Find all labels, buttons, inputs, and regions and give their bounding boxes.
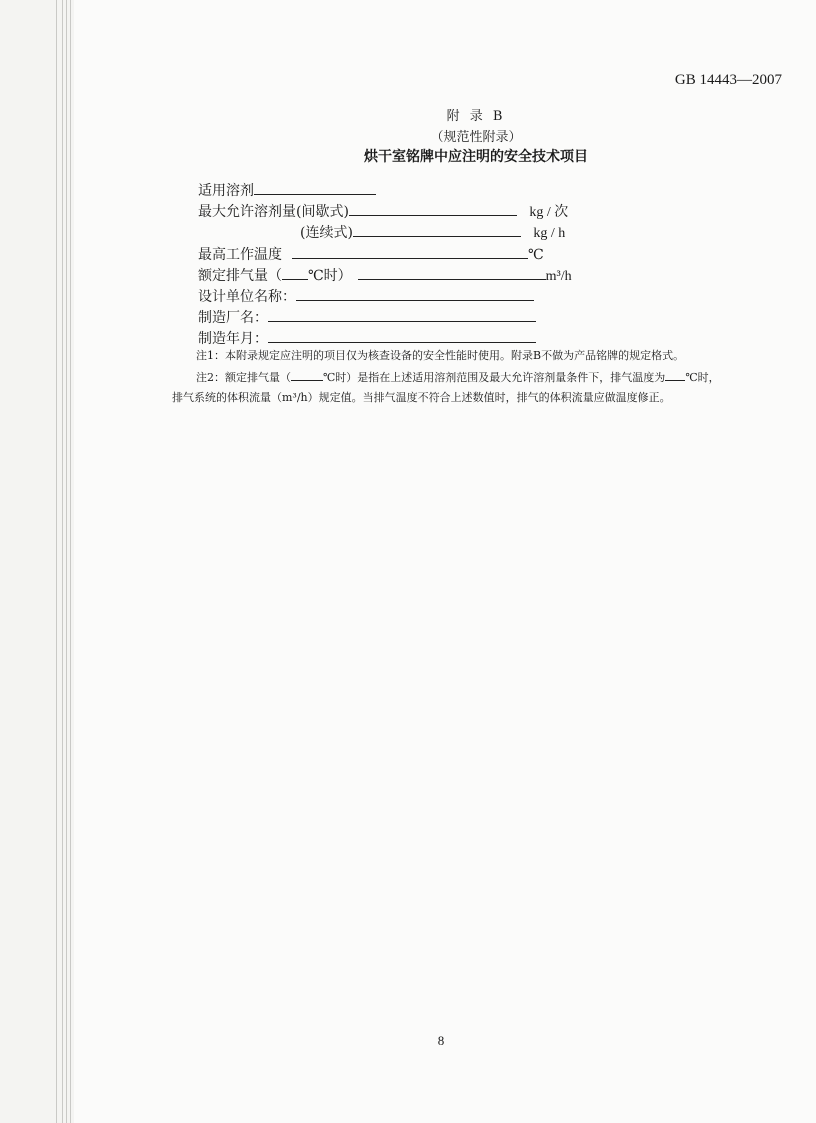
field-design-unit — [198, 286, 534, 306]
field-label: (连续式) — [300, 225, 353, 241]
standard-code: GB 14443—2007 — [674, 72, 782, 88]
fill-line[interactable] — [254, 180, 376, 195]
unit-label: m³/h — [545, 269, 572, 284]
fill-line[interactable] — [268, 328, 536, 343]
appendix-label: 附 录 B — [446, 109, 506, 124]
note-2 — [196, 369, 720, 385]
field-solvent — [198, 180, 376, 200]
unit-label: kg / 次 — [529, 205, 569, 220]
appendix-type: （规范性附录） — [430, 130, 522, 145]
unit-label: ℃ — [528, 248, 544, 263]
field-exhaust — [198, 265, 572, 285]
field-label: 最大允许溶剂量(间歇式) — [198, 204, 349, 220]
fill-line[interactable] — [353, 222, 521, 237]
note-text: ℃时， — [685, 371, 720, 384]
field-label: 制造年月： — [198, 331, 268, 347]
page-number: 8 — [437, 1033, 445, 1048]
note-1: 注1：本附录规定应注明的项目仅为核查设备的安全性能时使用。附录B不做为产品铭牌的规定格式。 — [196, 349, 685, 362]
field-max-solvent — [198, 201, 568, 221]
fill-line[interactable] — [292, 244, 528, 259]
field-label: 额定排气量（ — [198, 268, 282, 284]
field-label: 制造厂名： — [198, 310, 268, 326]
field-continuous — [300, 222, 565, 242]
field-manufacture-year — [198, 328, 536, 348]
fill-blank — [665, 369, 685, 381]
page-edge — [56, 0, 57, 1123]
document-page — [74, 0, 816, 1123]
note-text: 注2：额定排气量（ — [196, 371, 291, 384]
note-2-continued: 排气系统的体积流量（m³/h）规定值。当排气温度不符合上述数值时，排气的体积流量应做温度修正。 — [172, 391, 671, 404]
page-edge — [70, 0, 71, 1123]
unit-label: kg / h — [533, 226, 566, 241]
page-edge — [62, 0, 63, 1123]
note-text: ℃时）是指在上述适用溶剂范围及最大允许溶剂量条件下，排气温度为 — [323, 371, 666, 384]
page-edge — [66, 0, 67, 1123]
field-label: 适用溶剂 — [198, 183, 254, 199]
fill-line[interactable] — [349, 201, 517, 216]
fill-line[interactable] — [296, 286, 534, 301]
field-label: 设计单位名称： — [198, 289, 296, 305]
appendix-title: 烘干室铭牌中应注明的安全技术项目 — [364, 149, 588, 165]
fill-line[interactable] — [358, 265, 546, 280]
field-label: 最高工作温度 — [198, 247, 282, 263]
field-max-temp — [198, 244, 544, 264]
fill-line[interactable] — [282, 265, 308, 280]
field-label: ℃时） — [308, 268, 352, 284]
fill-line[interactable] — [268, 307, 536, 322]
field-manufacturer — [198, 307, 536, 327]
fill-blank — [291, 369, 323, 381]
